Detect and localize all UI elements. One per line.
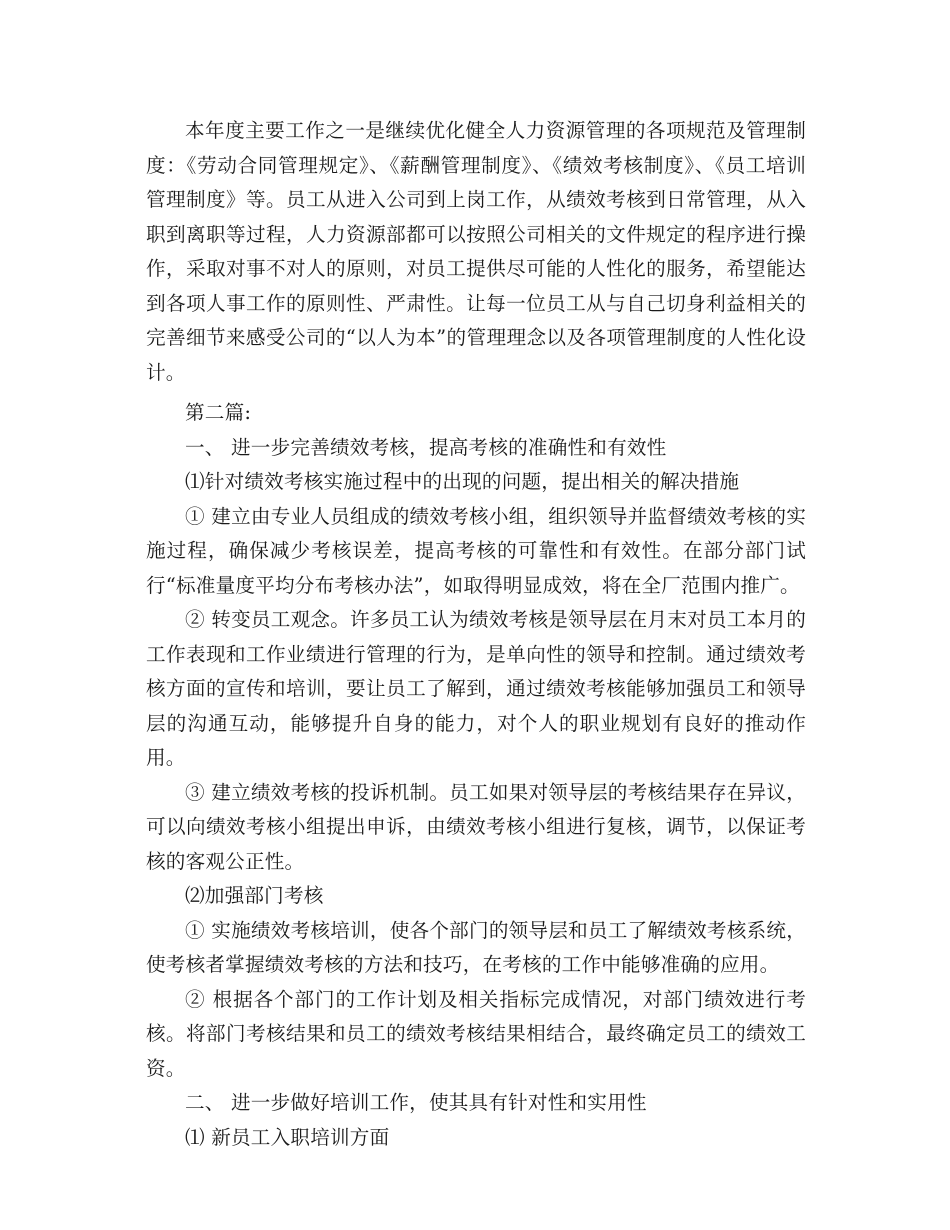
heading-1-performance: 一、 进一步完善绩效考核，提高考核的准确性和有效性: [185, 435, 667, 459]
document-body: [146, 114, 806, 1155]
item-1-1-3: ③ 建立绩效考核的投诉机制。员工如果对领导层的考核结果存在异议，可以向绩效考核小组提出申诉，由绩效考核小组进行复核，调节，以保证考核的客观公正性。: [146, 780, 806, 873]
item-1-1-1: ① 建立由专业人员组成的绩效考核小组，组织领导并监督绩效考核的实施过程，确保减少考核误差，提高考核的可靠性和有效性。在部分部门试行“标准量度平均分布考核办法”，如取得明显成效，将在全厂范围内推广。: [146, 504, 806, 597]
subheading-1-1: ⑴针对绩效考核实施过程中的出现的问题，提出相关的解决措施: [185, 470, 740, 493]
item-1-2-1: ① 实施绩效考核培训，使各个部门的领导层和员工了解绩效考核系统，使考核者掌握绩效考核的方法和技巧，在考核的工作中能够准确的应用。: [146, 918, 806, 976]
heading-2-training: 二、 进一步做好培训工作，使其具有针对性和实用性: [185, 1091, 647, 1114]
intro-paragraph: 本年度主要工作之一是继续优化健全人力资源管理的各项规范及管理制度：《劳动合同管理规定》、《薪酬管理制度》、《绩效考核制度》、《员工培训管理制度》等。员工从进入公司到上岗工作，从绩效考核到日常管理，从入职到离职等过程，人力资源部都可以按照公司相关的文件规定的程序进行操作，采取对事不对人的原则，对员工提供尽可能的人性化的服务，希望能达到各项人事工作的原则性、严肃性。让每一位员工从与自己切身利益相关的完善细节来感受公司的“以人为本”的管理理念以及各项管理制度的人性化设计。: [146, 119, 806, 384]
subheading-2-1: ⑴ 新员工入职培训方面: [185, 1125, 390, 1149]
item-1-2-2: ② 根据各个部门的工作计划及相关指标完成情况，对部门绩效进行考核。将部门考核结果和员工的绩效考核结果相结合，最终确定员工的绩效工资。: [146, 987, 806, 1080]
item-1-1-2: ② 转变员工观念。许多员工认为绩效考核是领导层在月末对员工本月的工作表现和工作业绩进行管理的行为，是单向性的领导和控制。通过绩效考核方面的宣传和培训，要让员工了解到，通过绩效考核能够加强员工和领导层的沟通互动，能够提升自身的能力，对个人的职业规划有良好的推动作用。: [146, 608, 806, 769]
subheading-1-2: ⑵加强部门考核: [185, 884, 324, 907]
section-heading-part-two: 第二篇:: [185, 401, 252, 424]
